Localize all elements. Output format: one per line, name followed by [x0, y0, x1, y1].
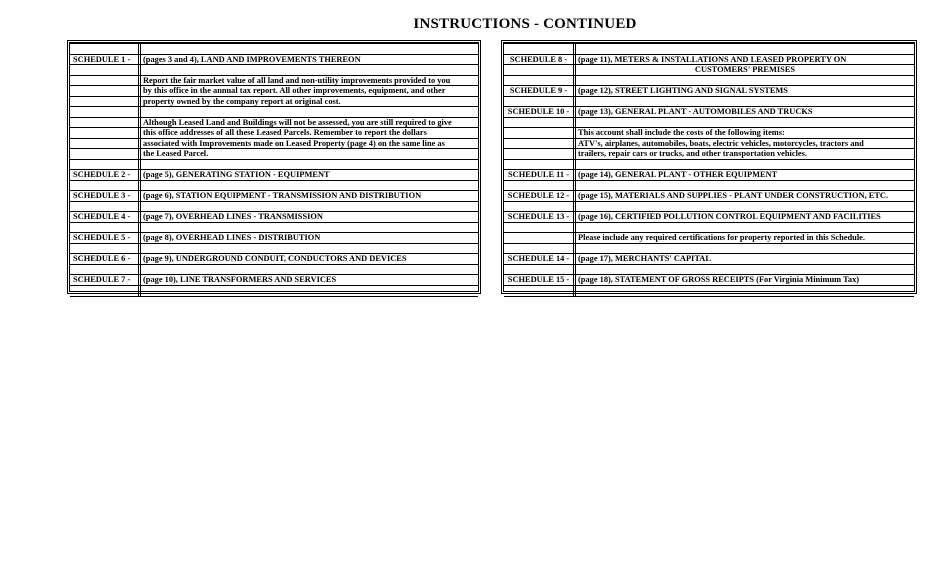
schedule-label: SCHEDULE 8 - [509, 54, 568, 64]
note-line: Report the fair market value of all land and non-utility improvements provided to you [70, 75, 478, 87]
schedule-label: SCHEDULE 15 - [507, 275, 570, 284]
note-line: trailers, repair cars or trucks, and other transportation vehicles. [504, 148, 914, 160]
schedule-title: (page 12), STREET LIGHTING AND SIGNAL SYSTEMS [573, 86, 914, 97]
schedule-title: (page 16), CERTIFIED POLLUTION CONTROL EQUIPMENT AND FACILITIES [573, 212, 914, 223]
schedule-title: (page 18), STATEMENT OF GROSS RECEIPTS (For Virginia Minimum Tax) [573, 275, 914, 286]
table-row [70, 285, 478, 298]
note-line: associated with Improvements made on Leased Property (page 4) on the same line as [70, 138, 478, 150]
schedule-label: SCHEDULE 3 - [73, 191, 131, 200]
table-row [504, 285, 914, 298]
schedule-title: (page 6), STATION EQUIPMENT - TRANSMISSION AND DISTRIBUTION [138, 191, 478, 202]
note-line: by this office in the annual tax report. All other improvements, equipment, and other [70, 85, 478, 97]
schedule-label: SCHEDULE 14 - [507, 254, 570, 263]
schedule-title: (page 7), OVERHEAD LINES - TRANSMISSION [138, 212, 478, 223]
schedule-label: SCHEDULE 1 - [73, 54, 131, 64]
note-line: property owned by the company report at original cost. [70, 96, 478, 108]
schedule-label: SCHEDULE 9 - [509, 86, 568, 95]
schedule-title: (page 17), MERCHANTS' CAPITAL [573, 254, 914, 265]
note-line: This account shall include the costs of the following items: [504, 127, 914, 139]
schedule-label: SCHEDULE 10 - [507, 107, 570, 116]
schedule-label: SCHEDULE 13 - [507, 212, 570, 221]
schedule-title: (pages 3 and 4), LAND AND IMPROVEMENTS THEREON [138, 55, 478, 66]
note-line: ATV's, airplanes, automobiles, boats, electric vehicles, motorcycles, tractors and [504, 138, 914, 150]
schedule-title: (page 5), GENERATING STATION - EQUIPMENT [138, 170, 478, 181]
right-instructions-table [501, 40, 917, 294]
schedule-label: SCHEDULE 4 - [73, 212, 131, 221]
schedule-title: (page 14), GENERAL PLANT - OTHER EQUIPMENT [573, 170, 914, 181]
schedule-title-continued: CUSTOMERS' PREMISES [573, 65, 914, 76]
schedule-title: (page 11), METERS & INSTALLATIONS AND LEASED PROPERTY ON [573, 55, 914, 66]
schedule-title: (page 15), MATERIALS AND SUPPLIES - PLANT UNDER CONSTRUCTION, ETC. [573, 191, 914, 202]
note-line: Please include any required certifications for property reported in this Schedule. [504, 232, 914, 244]
schedule-label: SCHEDULE 2 - [73, 170, 131, 179]
schedule-label: SCHEDULE 11 - [508, 170, 569, 179]
schedule-label: SCHEDULE 7 - [73, 275, 131, 284]
schedule-label: SCHEDULE 5 - [73, 233, 131, 242]
schedule-label: SCHEDULE 6 - [73, 254, 131, 263]
left-instructions-table [67, 40, 481, 294]
note-line: this office addresses of all these Leased Parcels. Remember to report the dollars [70, 127, 478, 139]
schedule-title: (page 10), LINE TRANSFORMERS AND SERVICES [138, 275, 478, 286]
schedule-title: (page 13), GENERAL PLANT - AUTOMOBILES AND TRUCKS [573, 107, 914, 118]
note-line: Although Leased Land and Buildings will not be assessed, you are still required to give [70, 117, 478, 129]
schedule-title: (page 9), UNDERGROUND CONDUIT, CONDUCTORS AND DEVICES [138, 254, 478, 265]
schedule-title: (page 8), OVERHEAD LINES - DISTRIBUTION [138, 233, 478, 244]
schedule-label: SCHEDULE 12 - [507, 191, 570, 200]
note-line: the Leased Parcel. [70, 148, 478, 160]
page-title: INSTRUCTIONS - CONTINUED [413, 16, 637, 32]
